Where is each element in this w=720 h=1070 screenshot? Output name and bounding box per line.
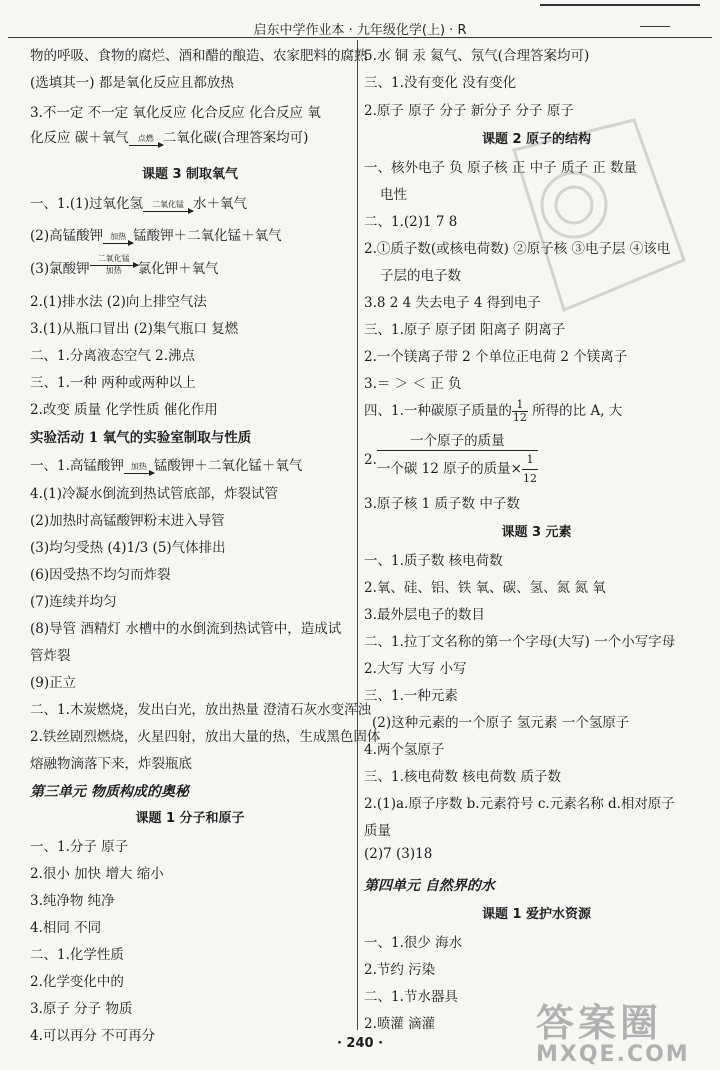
fraction-numerator: 1 [522, 451, 538, 470]
reaction-condition: 加热 [110, 232, 127, 241]
section-heading: 课题 3 制取氧气 [141, 167, 239, 182]
text-line: 三、1.一种 两种或两种以上 [30, 375, 196, 391]
text-segment: 四、1.一种碳原子质量的 [364, 403, 512, 419]
reaction-condition: 二氧化锰 [97, 254, 130, 263]
text-line: 二、1.节水器具 [364, 989, 458, 1005]
equation-left: (2)高锰酸钾 [30, 228, 104, 244]
text-line: 电性 [380, 187, 407, 203]
text-line: 3.(1)从瓶口冒出 (2)集气瓶口 复燃 [30, 321, 239, 337]
reaction-condition: 加热 [130, 462, 147, 471]
text-line: 三、1.核电荷数 核电荷数 质子数 [364, 769, 561, 785]
site-watermark [528, 992, 718, 1068]
fraction-denominator [377, 451, 538, 488]
text-line: 二、1.木炭燃烧，发出白光，放出热量 澄清石灰水变浑浊 [30, 702, 372, 718]
equation-left: 一、1.高锰酸钾 [30, 458, 124, 474]
header-rule [8, 37, 712, 38]
text-line: 管炸裂 [30, 648, 71, 664]
equation-left: 一、1.(1)过氧化氢 [30, 196, 144, 212]
text-line: 4.两个氢原子 [364, 742, 445, 758]
text-segment: 所得的比 A, 大 [527, 403, 623, 419]
reaction-arrow [143, 202, 193, 212]
text-line: 3.不一定 不一定 氧化反应 化合反应 化合反应 氧 [30, 105, 321, 121]
text-line: 3.最外层电子的数目 [364, 607, 485, 623]
section-heading: 课题 2 原子的结构 [481, 132, 592, 147]
reaction-condition: 点燃 [137, 134, 154, 143]
equation-right: 二氧化碳(合理答案均可) [162, 130, 309, 146]
text-line: 5.水 铜 汞 氦气、氖气(合理答案均可) [364, 48, 590, 64]
column-divider [357, 40, 358, 1030]
reaction-arrow [124, 464, 154, 474]
text-line: 2.化学变化中的 [30, 974, 124, 990]
equation-left: 化反应 碳＋氧气 [30, 130, 129, 146]
equation-line [30, 126, 308, 146]
text-line: 2.铁丝剧烈燃烧，火星四射，放出大量的热，生成黑色固体 [30, 729, 381, 745]
equation-right: 水＋氧气 [193, 196, 248, 212]
text-line: 2.(1)排水法 (2)向上排空气法 [30, 294, 207, 310]
text-line: 物的呼吸、食物的腐烂、酒和醋的酿造、农家肥料的腐熟 [30, 48, 368, 64]
text-line: 4.相同 不同 [30, 920, 102, 936]
text-line: 2.氧、硅、铝、铁 氧、碳、氢、氮 氮 氧 [364, 580, 606, 596]
fraction-denominator: 12 [512, 411, 527, 424]
equation-line [30, 256, 219, 277]
text-line: 一、1.很少 海水 [364, 935, 463, 951]
text-line: 一、核外电子 负 原子核 正 中子 质子 正 数量 [364, 160, 638, 176]
text-line: 2.节约 污染 [364, 962, 436, 978]
unit-heading: 第三单元 物质构成的奥秘 [30, 784, 189, 800]
text-line: 二、1.拉丁文名称的第一个字母(大写) 一个小写字母 [364, 634, 676, 650]
section-heading: 实验活动 1 氧气的实验室制取与性质 [30, 430, 252, 446]
equation-line [30, 454, 302, 474]
text-line: 3.8 2 4 失去电子 4 得到电子 [364, 295, 541, 311]
text-line: 2.喷灌 滴灌 [364, 1016, 436, 1032]
text-line: 4.(1)冷凝水倒流到热试管底部，炸裂试管 [30, 486, 279, 502]
text-line: 熔融物滴落下来，炸裂瓶底 [30, 756, 192, 772]
unit-heading: 第四单元 自然界的水 [364, 878, 495, 894]
text-line [364, 399, 622, 424]
text-line: (选填其一) 都是氧化反应且都放热 [30, 75, 234, 91]
text-line: 2.改变 质量 化学性质 催化作用 [30, 402, 218, 418]
text-line: 子层的电子数 [380, 268, 461, 284]
text-line: 二、1.分离液态空气 2.沸点 [30, 348, 196, 364]
fraction-numerator: 一个原子的质量 [377, 432, 538, 451]
formula-line [364, 432, 538, 488]
reaction-arrow [103, 234, 133, 244]
reaction-condition: 加热 [105, 266, 122, 275]
text-line: 3.纯净物 纯净 [30, 893, 115, 909]
fraction-denominator: 12 [522, 472, 537, 485]
text-line: 质量 [364, 823, 391, 839]
reaction-condition: 二氧化锰 [152, 200, 185, 209]
page-number: · 240 · [336, 1036, 384, 1051]
denominator-text: 一个碳 12 原子的质量× [376, 461, 522, 477]
text-line: (8)导管 酒精灯 水槽中的水倒流到热试管中，造成试 [30, 621, 342, 637]
section-heading: 课题 1 爱护水资源 [481, 907, 592, 922]
watermark-title: 答案圈 [536, 1001, 663, 1045]
text-line: (7)连续并均匀 [30, 594, 117, 610]
text-line: 4.可以再分 不可再分 [30, 1028, 156, 1044]
text-line: 2.原子 原子 分子 新分子 分子 原子 [364, 103, 574, 119]
equation-right: 锰酸钾＋二氧化锰＋氧气 [153, 458, 303, 474]
watermark-url: MXQE.COM [536, 1042, 690, 1067]
text-line: (9)正立 [30, 675, 77, 691]
text-line: (6)因受热不均匀而炸裂 [30, 567, 171, 583]
header-dash [640, 26, 670, 27]
text-line: 2.很小 加快 增大 缩小 [30, 866, 164, 882]
equation-left: (3)氯酸钾 [30, 261, 90, 277]
text-line: 3.原子 分子 物质 [30, 1001, 133, 1017]
header-title: 启东中学作业本 · 九年级化学(上) · R [253, 23, 467, 38]
text-line: 三、1.原子 原子团 阳离子 阴离子 [364, 322, 566, 338]
equation-right: 锰酸钾＋二氧化锰＋氧气 [133, 228, 282, 244]
text-line: 3.原子核 1 质子数 中子数 [364, 496, 520, 512]
text-line: 二、1.(2)1 7 8 [364, 214, 458, 230]
item-number: 2. [364, 452, 377, 468]
text-line: 三、1.没有变化 没有变化 [364, 75, 517, 91]
text-line: 三、1.一种元素 [364, 688, 458, 704]
section-heading: 课题 1 分子和原子 [135, 811, 245, 826]
fraction [377, 432, 538, 488]
fraction [512, 399, 528, 424]
header-top-rule [540, 4, 700, 6]
text-line: 二、1.化学性质 [30, 947, 124, 963]
text-line: 2.(1)a.原子序数 b.元素符号 c.元素名称 d.相对原子 [364, 796, 675, 812]
equation-line [30, 224, 282, 244]
text-line: 2.大写 大写 小写 [364, 661, 467, 677]
equation-right: 氯化钾＋氧气 [137, 261, 219, 277]
fraction-numerator: 1 [512, 399, 528, 412]
text-line: (2)7 (3)18 [364, 846, 433, 862]
equation-line [30, 192, 247, 212]
text-line: 一、1.分子 原子 [30, 839, 129, 855]
section-heading: 课题 3 元素 [501, 525, 572, 540]
reaction-arrow [129, 136, 163, 146]
page-header [0, 0, 720, 40]
fraction [522, 451, 538, 488]
text-line: (3)均匀受热 (4)1/3 (5)气体排出 [30, 540, 226, 556]
text-line: (2)加热时高锰酸钾粉末进入导管 [30, 513, 225, 529]
text-line: 一、1.质子数 核电荷数 [364, 553, 503, 569]
text-line: 2.一个镁离子带 2 个单位正电荷 2 个镁离子 [364, 349, 628, 365]
text-line: 3.＝ ＞ ＜ 正 负 [364, 376, 462, 392]
text-line: 2.①质子数(或核电荷数) ②原子核 ③电子层 ④该电 [364, 241, 671, 257]
text-line: (2)这种元素的一个原子 氢元素 一个氢原子 [372, 715, 630, 731]
reaction-arrow [90, 256, 138, 275]
